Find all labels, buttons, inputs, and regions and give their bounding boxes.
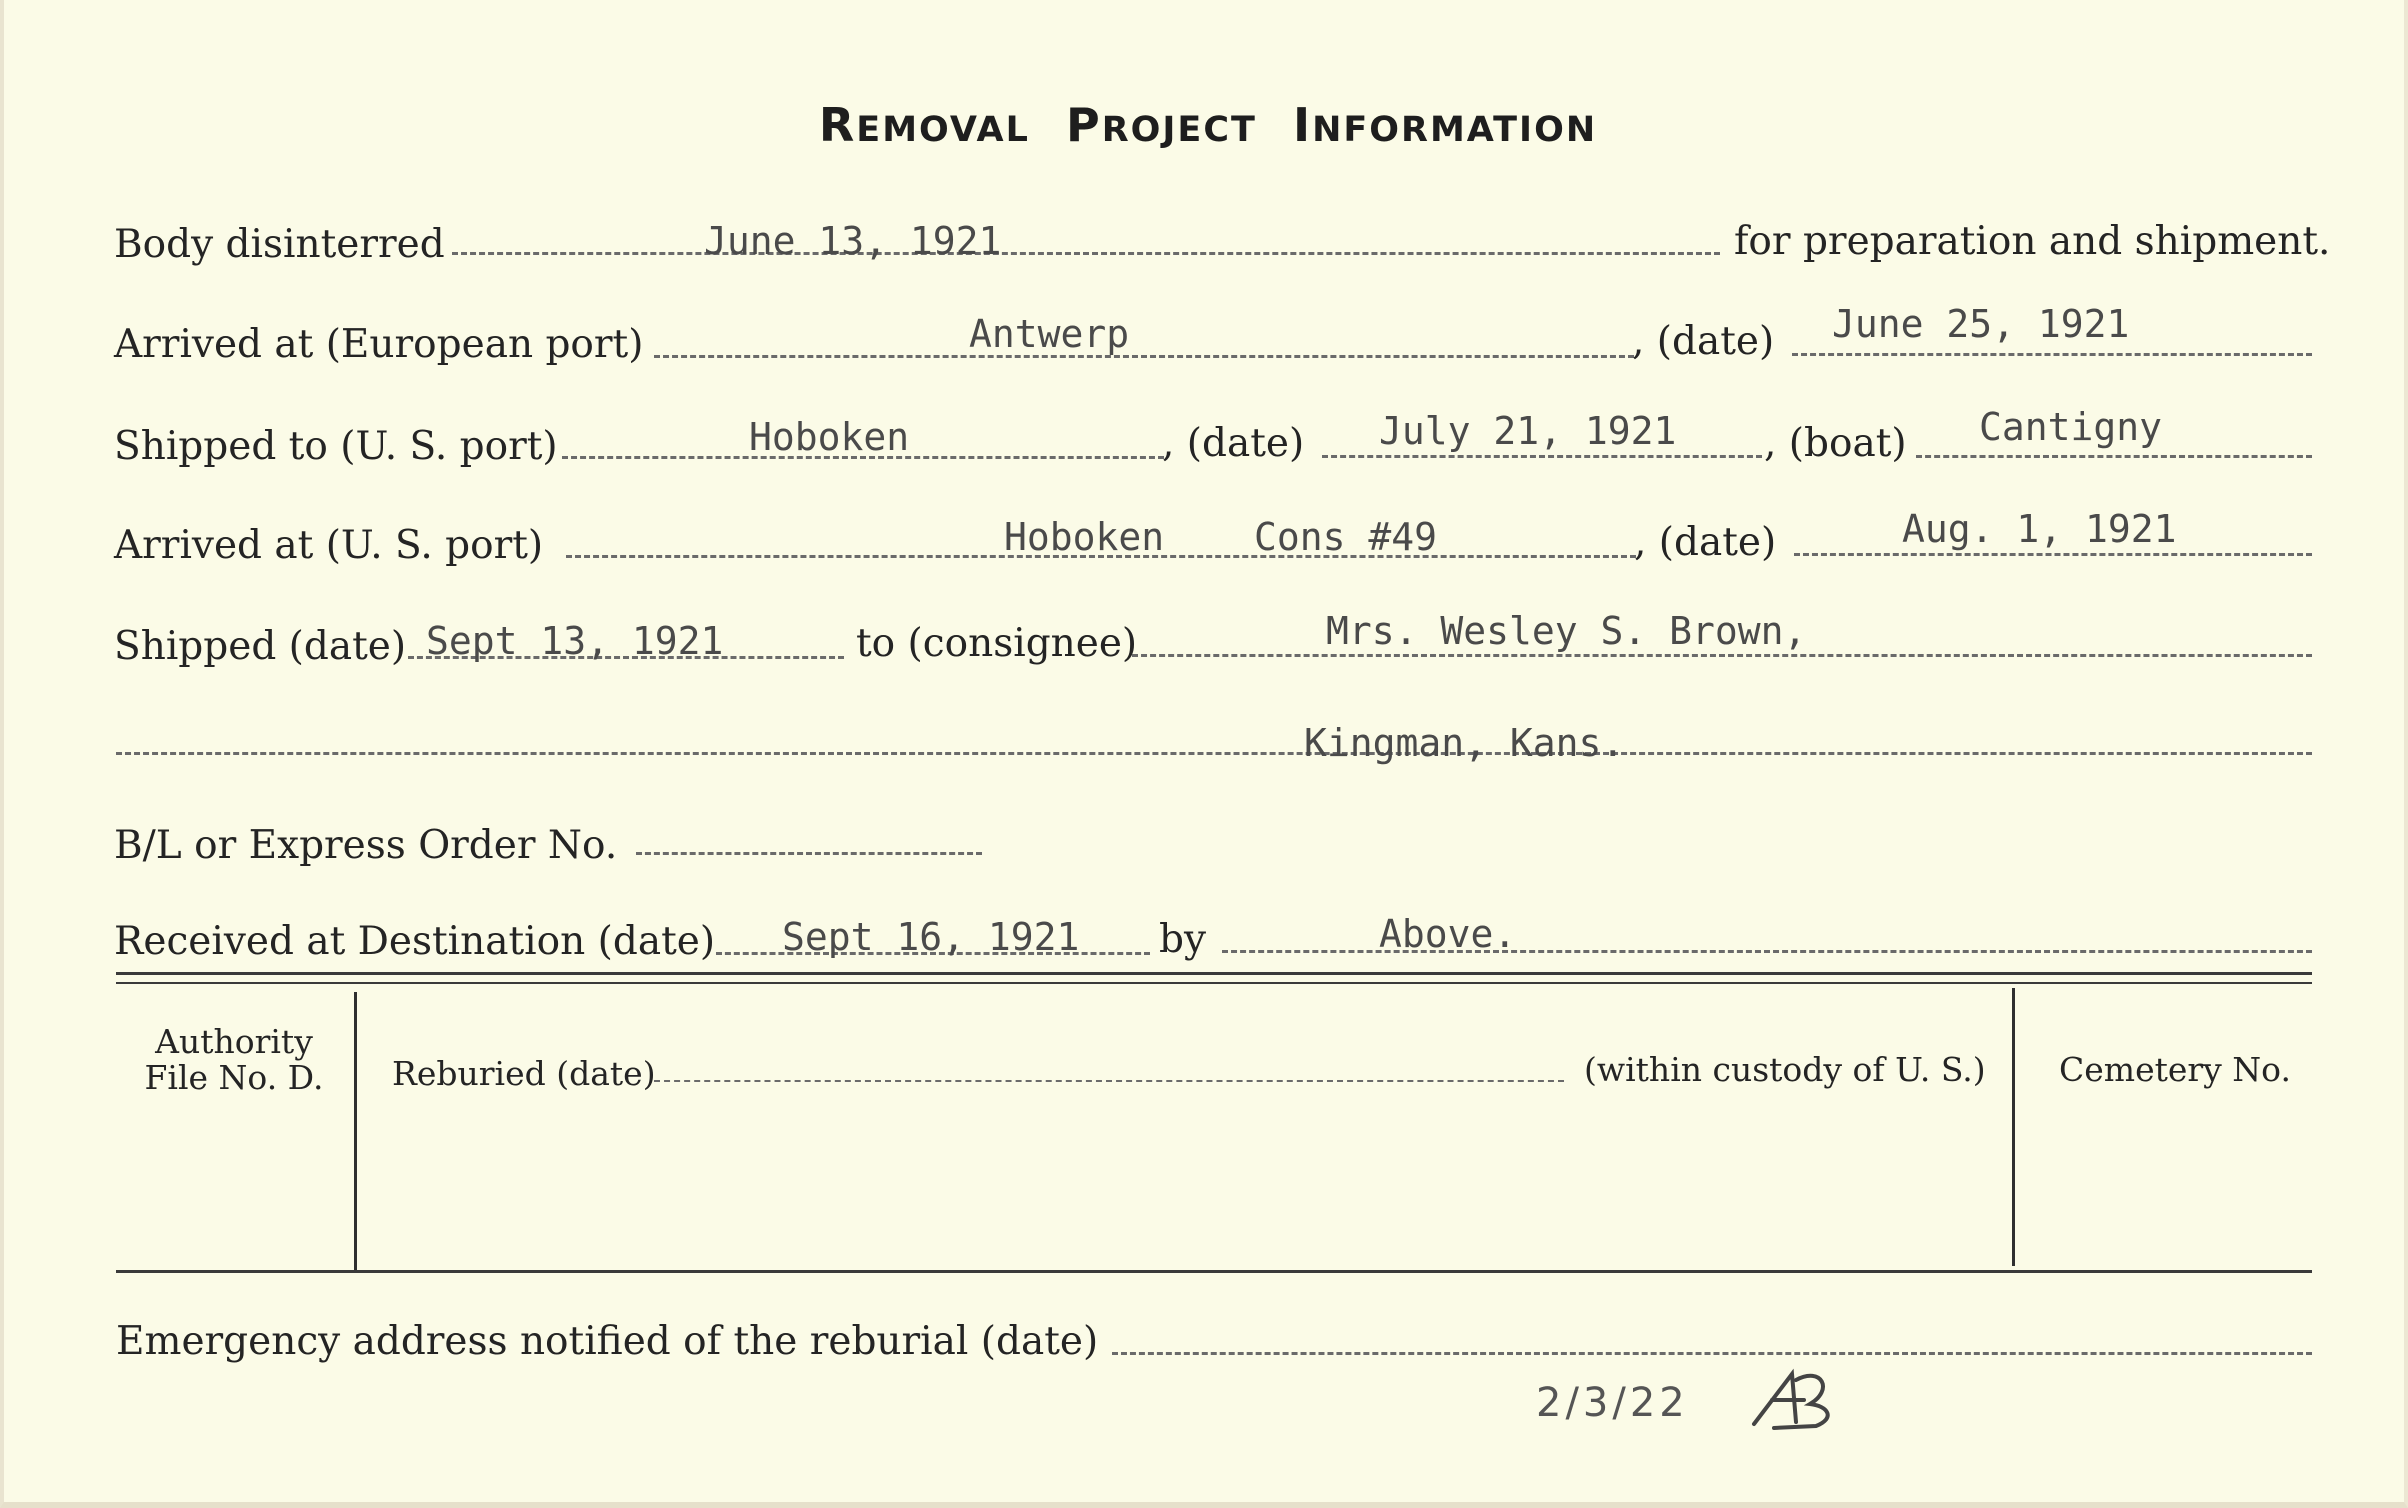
european-date-label: , (date) bbox=[1632, 319, 1775, 364]
arrived-us-cons: Cons #49 bbox=[1254, 515, 1438, 559]
initials-signature bbox=[1744, 1356, 1844, 1436]
boat-label: , (boat) bbox=[1764, 421, 1907, 466]
address-line bbox=[116, 752, 2312, 755]
authority-label bbox=[116, 1024, 352, 1095]
authority-line-1: Authority bbox=[155, 1022, 313, 1061]
title-initial-1: R bbox=[818, 98, 857, 152]
european-date-value: June 25, 1921 bbox=[1832, 302, 2130, 346]
disinterred-suffix: for preparation and shipment. bbox=[1734, 219, 2331, 264]
custody-label: (within custody of U. S.) bbox=[1584, 1050, 1986, 1089]
emergency-date: 2/3/22 bbox=[1536, 1380, 1689, 1426]
shipped-us-label: Shipped to (U. S. port) bbox=[114, 424, 558, 469]
shipped-us-date: July 21, 1921 bbox=[1379, 409, 1677, 453]
table-divider-left bbox=[354, 992, 357, 1270]
arrived-us-date-label: , (date) bbox=[1634, 520, 1777, 565]
shipped-date-value: Sept 13, 1921 bbox=[426, 619, 724, 663]
european-port-line bbox=[654, 355, 1634, 358]
reburied-label: Reburied (date) bbox=[392, 1054, 656, 1093]
title-rest-2: ROJECT bbox=[1101, 110, 1257, 150]
title-rest-1: EMOVAL bbox=[856, 110, 1030, 150]
authority-line-2: File No. D. bbox=[144, 1057, 324, 1097]
bl-line bbox=[636, 852, 982, 855]
received-by-label: by bbox=[1159, 917, 1206, 962]
european-port-value: Antwerp bbox=[969, 312, 1130, 356]
arrived-us-port: Hoboken bbox=[1004, 515, 1165, 559]
boat-line bbox=[1916, 455, 2312, 458]
arrived-us-label: Arrived at (U. S. port) bbox=[114, 523, 544, 568]
shipped-us-date-line bbox=[1322, 455, 1762, 458]
disinterred-date: June 13, 1921 bbox=[704, 219, 1002, 263]
emergency-label: Emergency address notified of the reburial (date) bbox=[116, 1319, 1099, 1364]
arrived-us-date-line bbox=[1794, 553, 2312, 556]
table-top-rule-1 bbox=[116, 972, 2312, 975]
table-top-rule-2 bbox=[116, 982, 2312, 984]
boat-value: Cantigny bbox=[1979, 405, 2163, 449]
table-divider-right bbox=[2012, 988, 2015, 1266]
shipped-us-port: Hoboken bbox=[749, 415, 910, 459]
european-port-label: Arrived at (European port) bbox=[114, 322, 644, 367]
emergency-line bbox=[1112, 1352, 2312, 1355]
received-label: Received at Destination (date) bbox=[114, 919, 716, 964]
shipped-date-label: Shipped (date) bbox=[114, 624, 407, 669]
received-date: Sept 16, 1921 bbox=[782, 915, 1080, 959]
consignee-line bbox=[1132, 654, 2312, 657]
consignee-address: Kingman, Kans. bbox=[1304, 721, 1625, 765]
bl-label: B/L or Express Order No. bbox=[114, 823, 618, 868]
european-date-line bbox=[1792, 353, 2312, 356]
disinterred-label: Body disinterred bbox=[114, 222, 445, 267]
title-rest-3: NFORMATION bbox=[1312, 110, 1598, 150]
reburied-line bbox=[654, 1080, 1564, 1082]
cemetery-label: Cemetery No. bbox=[2059, 1050, 2291, 1089]
card-title bbox=[4, 98, 2408, 152]
title-initial-3: I bbox=[1292, 98, 1313, 152]
consignee-label: to (consignee) bbox=[856, 621, 1138, 666]
disinterred-line bbox=[452, 252, 1720, 255]
received-by-value: Above. bbox=[1379, 912, 1517, 956]
arrived-us-date: Aug. 1, 1921 bbox=[1902, 507, 2177, 551]
title-initial-2: P bbox=[1065, 98, 1102, 152]
shipped-us-date-label: , (date) bbox=[1162, 421, 1305, 466]
table-bottom-rule bbox=[116, 1270, 2312, 1273]
consignee-value: Mrs. Wesley S. Brown, bbox=[1326, 609, 1807, 653]
